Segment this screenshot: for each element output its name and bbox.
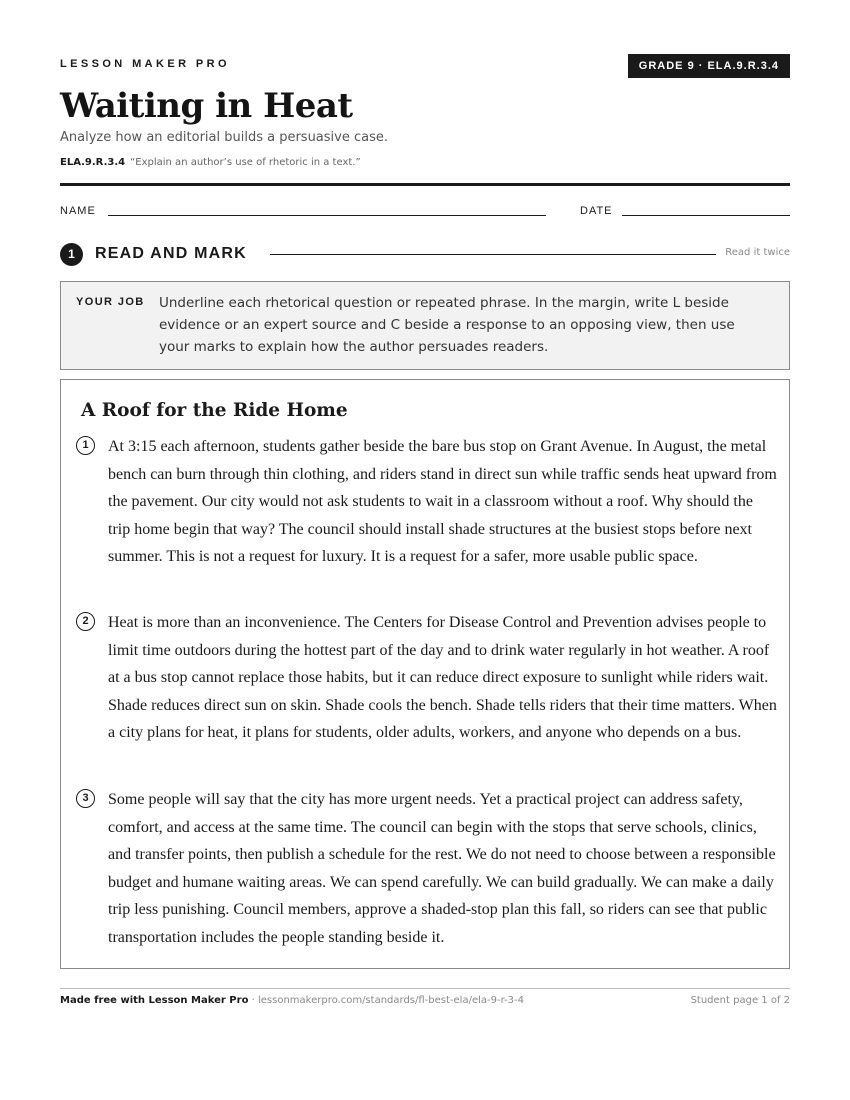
standard-code: ELA.9.R.3.4 bbox=[60, 157, 126, 168]
lesson-subtitle: Analyze how an editorial builds a persuasive case. bbox=[60, 130, 389, 145]
name-field[interactable] bbox=[108, 215, 546, 216]
standard-line bbox=[60, 157, 361, 168]
grade-badge: GRADE 9 · ELA.9.R.3.4 bbox=[628, 54, 790, 78]
lesson-title: Waiting in Heat bbox=[60, 86, 353, 126]
standard-text: “Explain an author’s use of rhetoric in a text.” bbox=[130, 157, 361, 168]
footer-url[interactable]: · lessonmakerpro.com/standards/fl-best-ela/ela-9-r-3-4 bbox=[248, 995, 524, 1006]
section-divider bbox=[270, 254, 716, 255]
header-divider bbox=[60, 183, 790, 186]
paragraph-number: 2 bbox=[76, 612, 95, 631]
job-label: YOUR JOB bbox=[76, 296, 145, 308]
job-text: Underline each rhetorical question or repeated phrase. In the margin, write L beside evidence or an expert source and C beside a response to an opposing view, then use your marks to explain how the author persuades readers. bbox=[159, 295, 735, 355]
passage-title: A Roof for the Ride Home bbox=[81, 400, 348, 421]
section-title: READ AND MARK bbox=[95, 245, 247, 262]
page-indicator: Student page 1 of 2 bbox=[690, 995, 790, 1006]
date-field[interactable] bbox=[622, 215, 790, 216]
paragraph-number: 1 bbox=[76, 436, 95, 455]
name-label: NAME bbox=[60, 205, 96, 217]
paragraph: Heat is more than an inconvenience. The Centers for Disease Control and Prevention advises people to limit time outdoors during the hottest part of the day and to drink water regularly in hot weather. A roof at a bus stop cannot replace those habits, but it can reduce direct exposure to sunlight while riders wait. Shade reduces direct sun on skin. Shade cools the bench. Shade tells riders that their time matters. When a city plans for heat, it plans for students, older adults, workers, and anyone who depends on a bus. bbox=[108, 614, 777, 742]
footer-brand: Made free with Lesson Maker Pro bbox=[60, 995, 249, 1006]
section-note: Read it twice bbox=[725, 247, 790, 258]
passage-box bbox=[60, 379, 790, 969]
footer-divider bbox=[60, 988, 790, 989]
section-number-badge: 1 bbox=[60, 243, 83, 266]
date-label: DATE bbox=[580, 205, 613, 217]
paragraph: Some people will say that the city has more urgent needs. Yet a practical project can address safety, comfort, and access at the same time. The council can begin with the stops that serve schools, clinics, and transfer points, then publish a schedule for the rest. We do not need to choose between a responsible budget and humane waiting areas. We can spend carefully. We can build gradually. We can make a daily trip less punishing. Council members, approve a shaded-stop plan this fall, so riders can see that public transportation includes the people standing beside it. bbox=[108, 791, 776, 946]
paragraph: At 3:15 each afternoon, students gather beside the bare bus stop on Grant Avenue. In August, the metal bench can burn through thin clothing, and riders stand in direct sun while traffic sends heat upward from the pavement. Our city would not ask students to wait in a classroom without a roof. Why should the trip home begin that way? The council should install shade structures at the busiest stops before next summer. This is not a request for luxury. It is a request for a safer, more usable public space. bbox=[108, 438, 777, 566]
brand-name: LESSON MAKER PRO bbox=[60, 58, 230, 70]
job-instructions-box bbox=[60, 281, 790, 370]
paragraph-number: 3 bbox=[76, 789, 95, 808]
footer-credit bbox=[60, 995, 524, 1006]
